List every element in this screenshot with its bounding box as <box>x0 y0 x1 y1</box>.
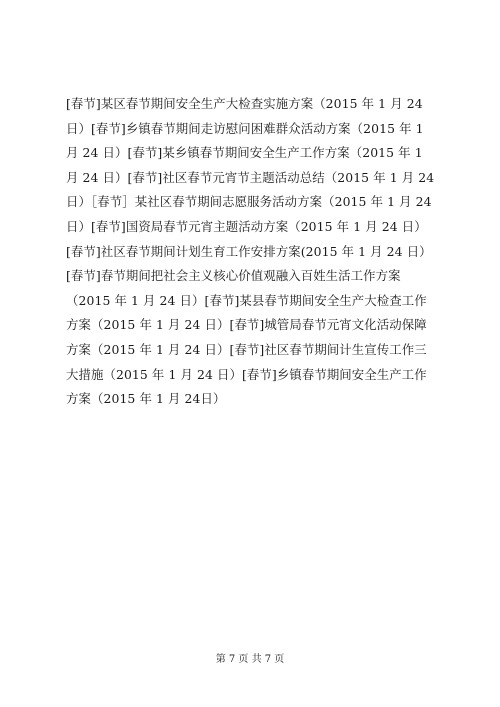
text-line: 大措施（2015 年 1 月 24 日）[春节]乡镇春节期间安全生产工作 <box>66 366 427 382</box>
text-line: [春节]社区春节期间计划生育工作安排方案(2015 年 1 月 24 日） <box>66 243 432 259</box>
text-line: 方案（2015 年 1 月 24 日）[春节]城管局春节元宵文化活动保障 <box>66 317 427 333</box>
text-line: 方案（2015 年 1 月 24日） <box>66 391 226 407</box>
document-body <box>66 92 438 412</box>
text-line: 日）[春节]国资局春节元宵主题活动方案（2015 年 1 月 24 日） <box>66 218 427 234</box>
text-line: 月 24 日）[春节]某乡镇春节期间安全生产工作方案（2015 年 1 <box>66 145 423 161</box>
text-line: 日）［春节］某社区春节期间志愿服务活动方案（2015 年 1 月 24 <box>66 194 432 210</box>
text-line: [春节]某区春节期间安全生产大检查实施方案（2015 年 1 月 24 <box>66 96 423 111</box>
text-line: [春节]春节期间把社会主义核心价值观融入百姓生活工作方案 <box>66 268 401 284</box>
text-line: 月 24 日）[春节]社区春节元宵节主题活动总结（2015 年 1 月 24 <box>66 169 435 185</box>
text-line: （2015 年 1 月 24 日）[春节]某县春节期间安全生产大检查工作 <box>66 292 427 308</box>
text-line: 日）[春节]乡镇春节期间走访慰问困难群众活动方案（2015 年 1 <box>66 120 424 136</box>
text-line: 方案（2015 年 1 月 24 日）[春节]社区春节期间计生宣传工作三 <box>66 341 427 357</box>
page-number-footer: 第 7 页 共 7 页 <box>215 654 285 665</box>
